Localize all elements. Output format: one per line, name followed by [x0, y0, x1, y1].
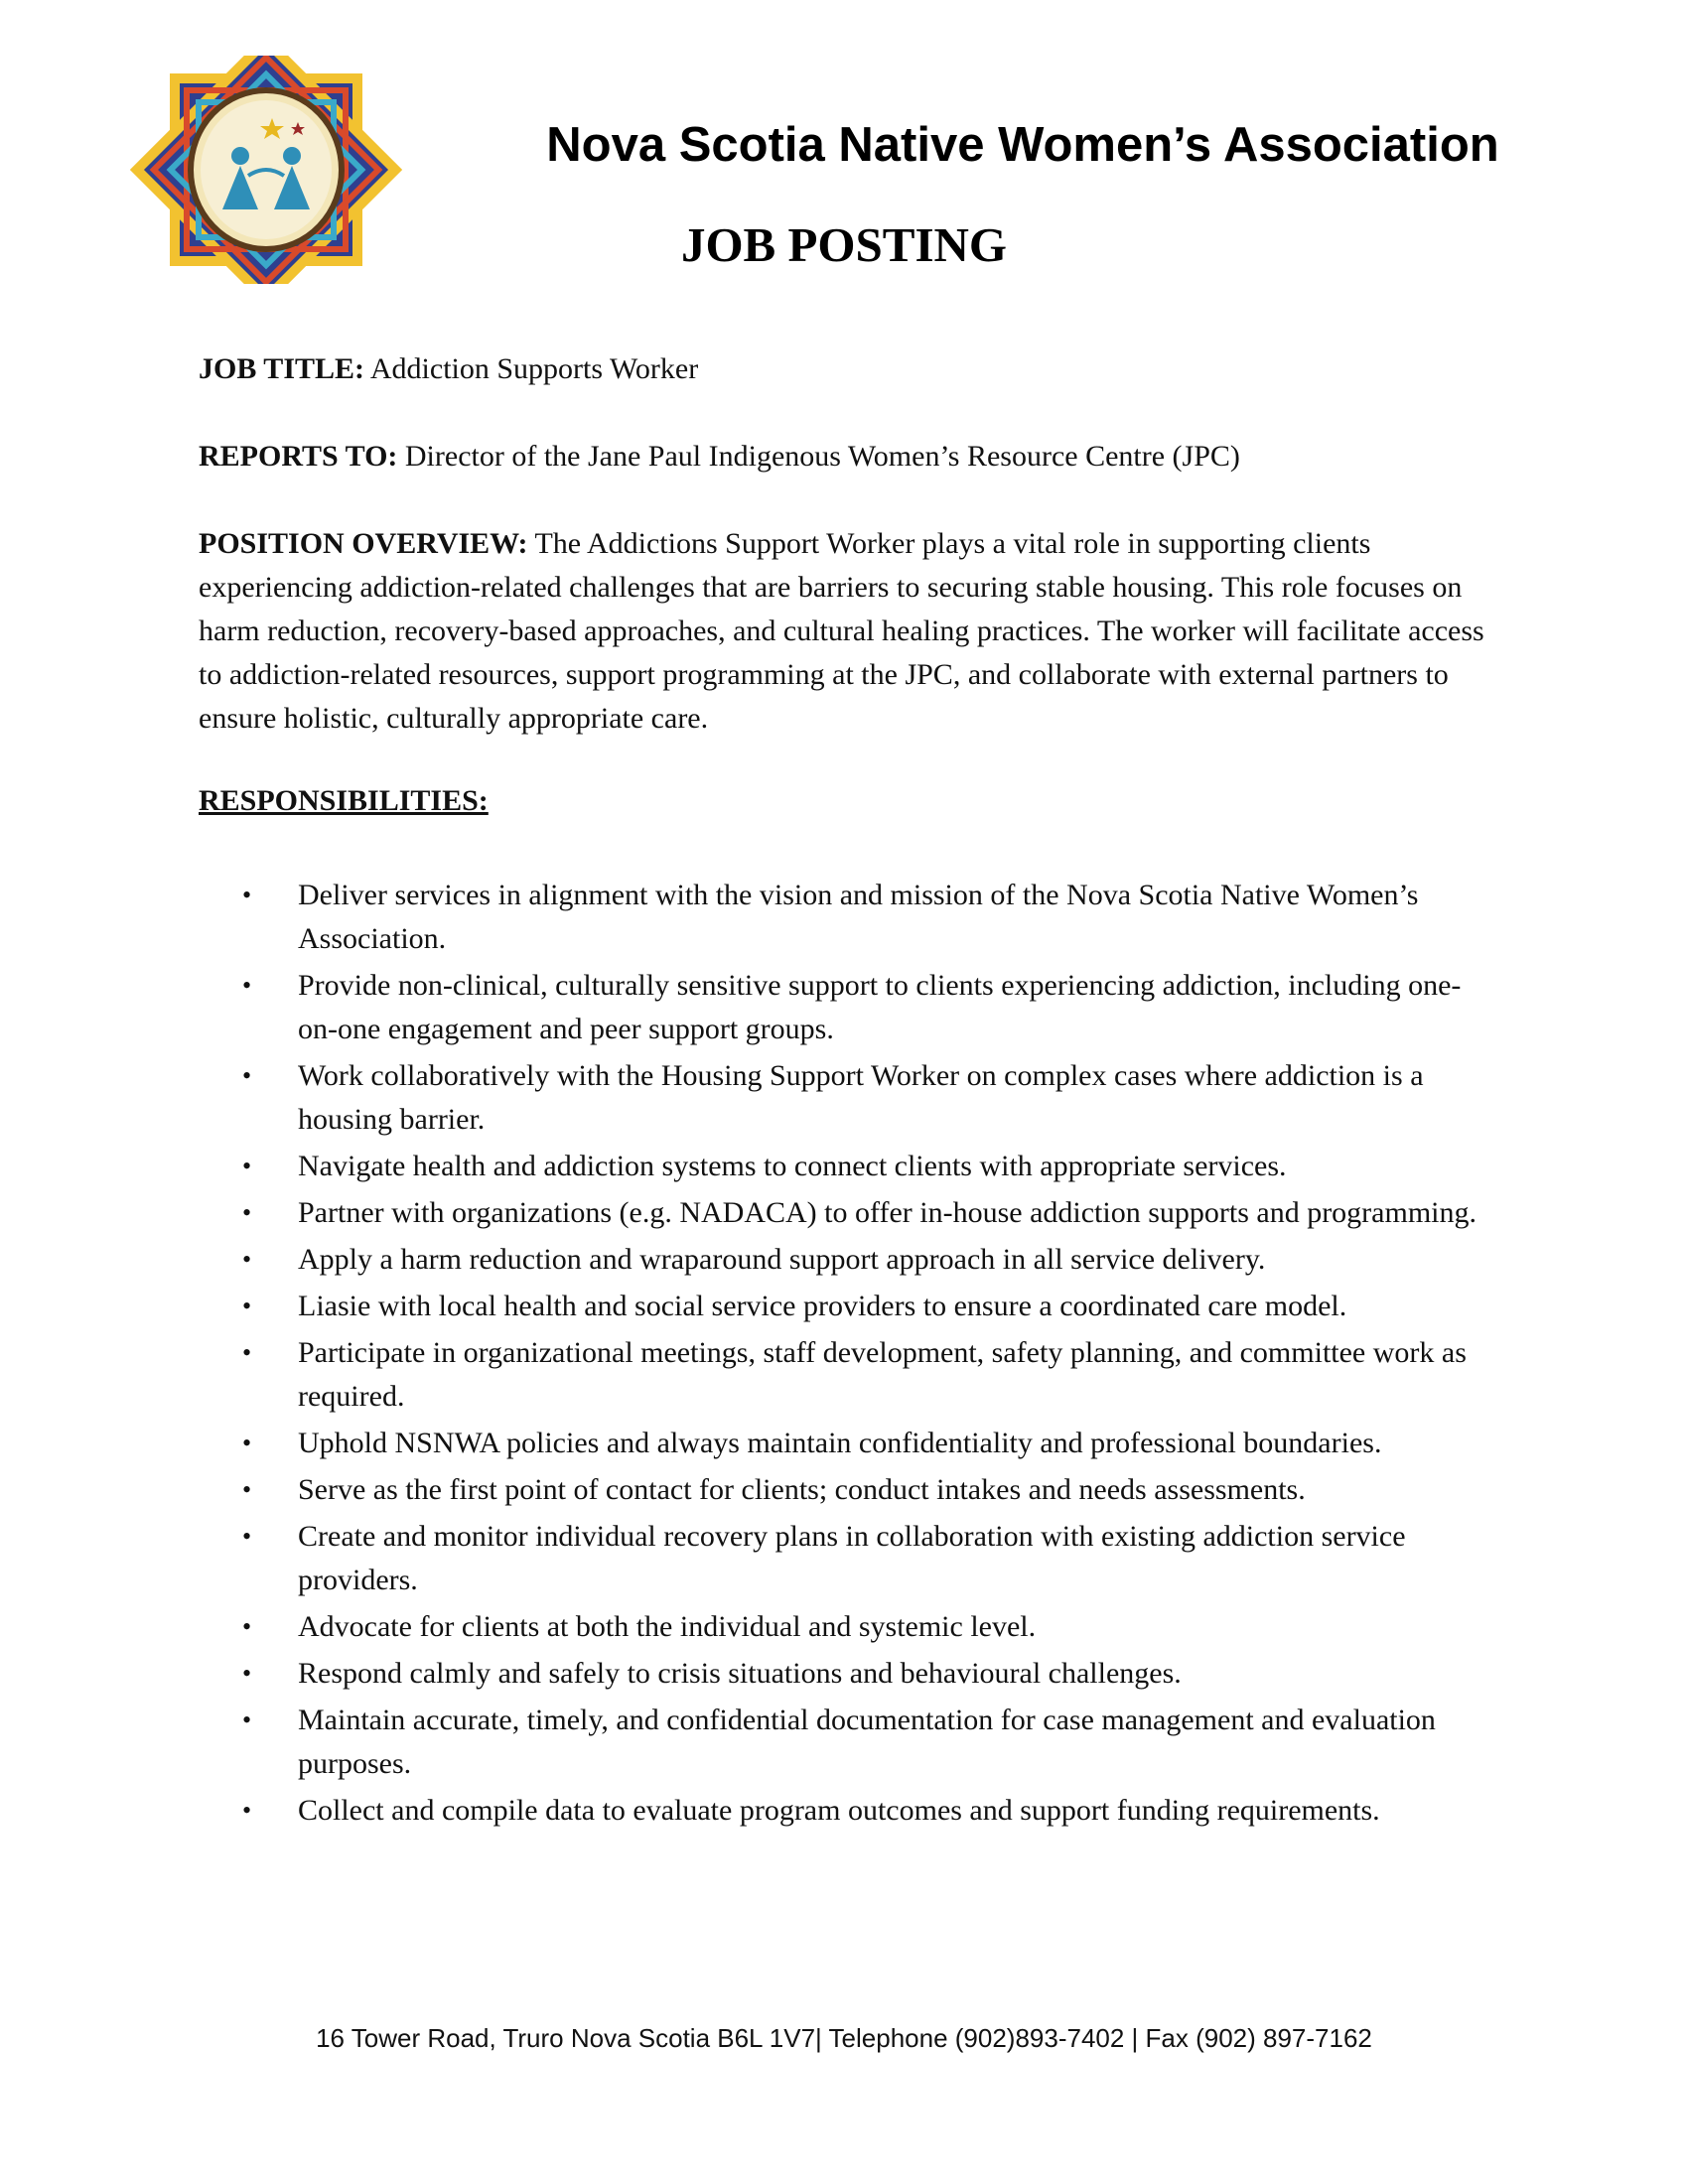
bullet-icon: •	[242, 1245, 252, 1274]
bullet-icon: •	[242, 1061, 252, 1090]
responsibility-text: Uphold NSNWA policies and always maintain confidentiality and professional boundaries.	[298, 1427, 1382, 1459]
bullet-icon: •	[242, 1706, 252, 1734]
responsibility-text: Work collaboratively with the Housing Support Worker on complex cases where addiction is a housing barrier.	[298, 1059, 1424, 1136]
responsibility-text: Participate in organizational meetings, staff development, safety planning, and committee work as required.	[298, 1336, 1467, 1413]
responsibility-text: Navigate health and addiction systems to connect clients with appropriate services.	[298, 1150, 1287, 1182]
bullet-icon: •	[242, 1796, 252, 1825]
responsibility-item	[199, 1054, 1499, 1142]
responsibility-item	[199, 1515, 1499, 1602]
responsibility-text: Provide non-clinical, culturally sensitive support to clients experiencing addiction, including one-on-one engagement and peer support groups.	[298, 969, 1462, 1045]
responsibility-text: Maintain accurate, timely, and confidential documentation for case management and evaluation purposes.	[298, 1704, 1436, 1780]
responsibility-item	[199, 1699, 1499, 1786]
bullet-icon: •	[242, 1475, 252, 1504]
responsibility-text: Apply a harm reduction and wraparound support approach in all service delivery.	[298, 1243, 1266, 1276]
bullet-icon: •	[242, 1659, 252, 1688]
bullet-icon: •	[242, 1338, 252, 1367]
reports-to-value: Director of the Jane Paul Indigenous Women’s Resource Centre (JPC)	[404, 440, 1240, 473]
responsibility-text: Respond calmly and safely to crisis situations and behavioural challenges.	[298, 1657, 1182, 1690]
document-type-title: JOB POSTING	[680, 217, 1008, 272]
position-overview-text: The Addictions Support Worker plays a vital role in supporting clients experiencing addiction-related challenges that are barriers to securing stable housing. This role focuses on harm reduction, recovery-based approaches, and cultural healing practices. The worker will facilitate access to addiction-related resources, support programming at the JPC, and collaborate with external partners to ensure holistic, culturally appropriate care.	[199, 527, 1484, 735]
responsibility-text: Liasie with local health and social service providers to ensure a coordinated care model.	[298, 1290, 1347, 1322]
responsibilities-heading: RESPONSIBILITIES:	[199, 784, 489, 817]
responsibility-item	[199, 1191, 1499, 1235]
position-overview	[199, 522, 1509, 741]
responsibility-item	[199, 1468, 1499, 1512]
responsibility-text: Collect and compile data to evaluate program outcomes and support funding requirements.	[298, 1794, 1380, 1827]
responsibility-text: Deliver services in alignment with the vision and mission of the Nova Scotia Native Women’s Association.	[298, 879, 1419, 955]
responsibility-text: Create and monitor individual recovery plans in collaboration with existing addiction service providers.	[298, 1520, 1406, 1596]
responsibility-item	[199, 1331, 1499, 1419]
position-overview-label: POSITION OVERVIEW:	[199, 527, 528, 560]
nsnwa-star-logo-icon	[117, 56, 415, 284]
organization-name: Nova Scotia Native Women’s Association	[546, 118, 1499, 172]
responsibility-text: Serve as the first point of contact for clients; conduct intakes and needs assessments.	[298, 1473, 1306, 1506]
job-title-value: Addiction Supports Worker	[369, 352, 699, 385]
bullet-icon: •	[242, 1429, 252, 1457]
bullet-icon: •	[242, 1198, 252, 1227]
bullet-icon: •	[242, 1612, 252, 1641]
bullet-icon: •	[242, 1522, 252, 1551]
responsibility-item	[199, 964, 1499, 1051]
bullet-icon: •	[242, 1152, 252, 1180]
responsibility-item	[199, 1238, 1499, 1282]
responsibility-item	[199, 874, 1499, 961]
responsibility-text: Partner with organizations (e.g. NADACA) to offer in-house addiction supports and programming.	[298, 1196, 1477, 1229]
responsibility-item	[199, 1145, 1499, 1188]
bullet-icon: •	[242, 881, 252, 909]
responsibilities-list	[199, 874, 1499, 1836]
responsibility-item	[199, 1789, 1499, 1833]
reports-to-field	[199, 435, 1240, 478]
responsibility-item	[199, 1285, 1499, 1328]
responsibility-text: Advocate for clients at both the individual and systemic level.	[298, 1610, 1037, 1643]
reports-to-label: REPORTS TO:	[199, 440, 398, 473]
job-title-label: JOB TITLE:	[199, 352, 365, 385]
responsibility-item	[199, 1652, 1499, 1696]
responsibility-item	[199, 1605, 1499, 1649]
footer-contact: 16 Tower Road, Truro Nova Scotia B6L 1V7| Telephone (902)893-7402 | Fax (902) 897-7162	[316, 2023, 1372, 2053]
bullet-icon: •	[242, 1292, 252, 1320]
bullet-icon: •	[242, 971, 252, 1000]
responsibility-item	[199, 1422, 1499, 1465]
job-title-field	[199, 347, 698, 391]
